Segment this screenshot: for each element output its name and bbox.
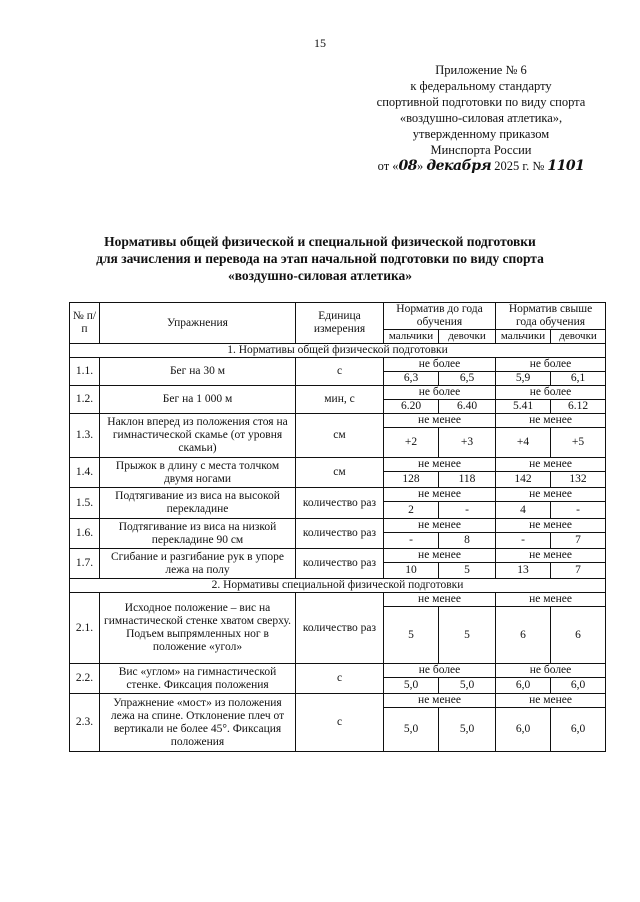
unit: количество раз <box>296 593 384 664</box>
norm-value: 118 <box>439 472 496 488</box>
table-row <box>70 386 606 400</box>
appendix-line: Минспорта России <box>430 143 532 157</box>
norm-value: 6,0 <box>551 708 606 752</box>
condition: не менее <box>496 549 606 563</box>
row-number: 1.1. <box>70 358 100 386</box>
norm-value: 13 <box>496 563 551 579</box>
norm-value: 6,3 <box>384 372 439 386</box>
section-heading: 2. Нормативы специальной физической подготовки <box>70 579 606 593</box>
exercise-name: Исходное положение – вис на гимнастической стенке хватом сверху. Подъем выпрямленных ног в положение «угол» <box>100 593 296 664</box>
exercise-name: Бег на 30 м <box>100 358 296 386</box>
exercise-name: Подтягивание из виса на высокой перекладине <box>100 488 296 519</box>
norm-value: 5,9 <box>496 372 551 386</box>
header-boys: мальчики <box>496 330 551 344</box>
norm-value: 8 <box>439 533 496 549</box>
title-line: для зачисления и перевода на этап начальной подготовки по виду спорта <box>96 251 544 266</box>
row-number: 1.4. <box>70 458 100 488</box>
norm-value: 5,0 <box>384 708 439 752</box>
norm-value: 5.41 <box>496 400 551 414</box>
norm-value: 5 <box>439 607 496 664</box>
norm-value: +4 <box>496 428 551 458</box>
condition: не менее <box>384 694 496 708</box>
exercise-name: Вис «углом» на гимнастической стенке. Фиксация положения <box>100 664 296 694</box>
row-number: 1.6. <box>70 519 100 549</box>
norm-value: - <box>496 533 551 549</box>
header-before-year: Норматив до года обучения <box>384 303 496 330</box>
unit: мин, с <box>296 386 384 414</box>
norm-value: 6,1 <box>551 372 606 386</box>
document-title <box>40 233 600 284</box>
norm-value: 6,5 <box>439 372 496 386</box>
unit: количество раз <box>296 519 384 549</box>
appendix-line: к федеральному стандарту <box>410 79 552 93</box>
appendix-line: утвержденному приказом <box>412 127 550 141</box>
exercise-name: Подтягивание из виса на низкой перекладине 90 см <box>100 519 296 549</box>
norm-value: 6 <box>496 607 551 664</box>
title-line: Нормативы общей физической и специальной физической подготовки <box>104 234 536 249</box>
header-boys: мальчики <box>384 330 439 344</box>
date-mid: » <box>417 159 424 173</box>
appendix-line: «воздушно-силовая атлетика», <box>399 111 563 125</box>
appendix-title: Приложение № 6 <box>435 63 527 77</box>
header-num: № п/п <box>70 303 100 344</box>
unit: количество раз <box>296 549 384 579</box>
title-line: «воздушно-силовая атлетика» <box>227 268 413 283</box>
date-month: декабря <box>426 158 492 174</box>
condition: не более <box>384 664 496 678</box>
condition: не более <box>496 664 606 678</box>
norm-value: +2 <box>384 428 439 458</box>
unit: с <box>296 664 384 694</box>
condition: не менее <box>496 488 606 502</box>
norm-value: 5,0 <box>439 708 496 752</box>
date-suffix: 2025 г. № <box>494 159 545 173</box>
norm-value: 5,0 <box>384 678 439 694</box>
unit: см <box>296 458 384 488</box>
table-row <box>70 549 606 563</box>
condition: не менее <box>496 414 606 428</box>
row-number: 1.5. <box>70 488 100 519</box>
norm-value: 6 <box>551 607 606 664</box>
section-heading: 1. Нормативы общей физической подготовки <box>70 344 606 358</box>
appendix-line: спортивной подготовки по виду спорта <box>376 95 586 109</box>
condition: не более <box>384 358 496 372</box>
norm-value: - <box>439 502 496 519</box>
order-date-line <box>350 158 612 174</box>
order-number: 1101 <box>547 158 585 174</box>
exercise-name: Наклон вперед из положения стоя на гимнастической скамье (от уровня скамьи) <box>100 414 296 458</box>
unit: с <box>296 694 384 752</box>
norm-value: 6.12 <box>551 400 606 414</box>
condition: не менее <box>496 694 606 708</box>
norm-value: 7 <box>551 563 606 579</box>
row-number: 2.2. <box>70 664 100 694</box>
norm-value: 142 <box>496 472 551 488</box>
table-row <box>70 488 606 502</box>
norm-value: 4 <box>496 502 551 519</box>
norm-value: +3 <box>439 428 496 458</box>
row-number: 1.2. <box>70 386 100 414</box>
norm-value: 5,0 <box>439 678 496 694</box>
unit: с <box>296 358 384 386</box>
appendix-header <box>350 62 612 174</box>
norm-value: 6,0 <box>551 678 606 694</box>
table-row <box>70 519 606 533</box>
condition: не менее <box>384 414 496 428</box>
exercise-name: Бег на 1 000 м <box>100 386 296 414</box>
unit: количество раз <box>296 488 384 519</box>
date-prefix: от « <box>377 159 399 173</box>
table-row <box>70 664 606 678</box>
condition: не менее <box>384 593 496 607</box>
norm-value: 128 <box>384 472 439 488</box>
condition: не менее <box>384 488 496 502</box>
norm-value: 6,0 <box>496 678 551 694</box>
header-exercise: Упражнения <box>100 303 296 344</box>
header-girls: девочки <box>551 330 606 344</box>
table-row <box>70 458 606 472</box>
condition: не более <box>496 358 606 372</box>
norm-value: 10 <box>384 563 439 579</box>
norm-value: - <box>384 533 439 549</box>
table-row <box>70 414 606 428</box>
row-number: 2.1. <box>70 593 100 664</box>
table-row <box>70 593 606 607</box>
page-number: 15 <box>314 36 326 50</box>
header-over-year: Норматив свыше года обучения <box>496 303 606 330</box>
norm-value: 6.20 <box>384 400 439 414</box>
condition: не менее <box>384 549 496 563</box>
condition: не менее <box>496 593 606 607</box>
norm-value: +5 <box>551 428 606 458</box>
condition: не более <box>496 386 606 400</box>
condition: не менее <box>384 458 496 472</box>
norm-value: 5 <box>384 607 439 664</box>
header-unit: Единица измерения <box>296 303 384 344</box>
date-day: 08 <box>398 158 418 174</box>
row-number: 1.3. <box>70 414 100 458</box>
norm-value: 7 <box>551 533 606 549</box>
exercise-name: Прыжок в длину с места толчком двумя ногами <box>100 458 296 488</box>
norm-value: 132 <box>551 472 606 488</box>
row-number: 2.3. <box>70 694 100 752</box>
exercise-name: Упражнение «мост» из положения лежа на спине. Отклонение плеч от вертикали не более 45°. Фиксация положения <box>100 694 296 752</box>
norm-value: - <box>551 502 606 519</box>
exercise-name: Сгибание и разгибание рук в упоре лежа на полу <box>100 549 296 579</box>
norm-value: 5 <box>439 563 496 579</box>
norm-value: 6,0 <box>496 708 551 752</box>
condition: не менее <box>496 519 606 533</box>
row-number: 1.7. <box>70 549 100 579</box>
table-row <box>70 358 606 372</box>
condition: не более <box>384 386 496 400</box>
condition: не менее <box>384 519 496 533</box>
header-girls: девочки <box>439 330 496 344</box>
norm-value: 6.40 <box>439 400 496 414</box>
norm-value: 2 <box>384 502 439 519</box>
table-row <box>70 694 606 708</box>
condition: не менее <box>496 458 606 472</box>
norms-table <box>69 302 606 752</box>
unit: см <box>296 414 384 458</box>
